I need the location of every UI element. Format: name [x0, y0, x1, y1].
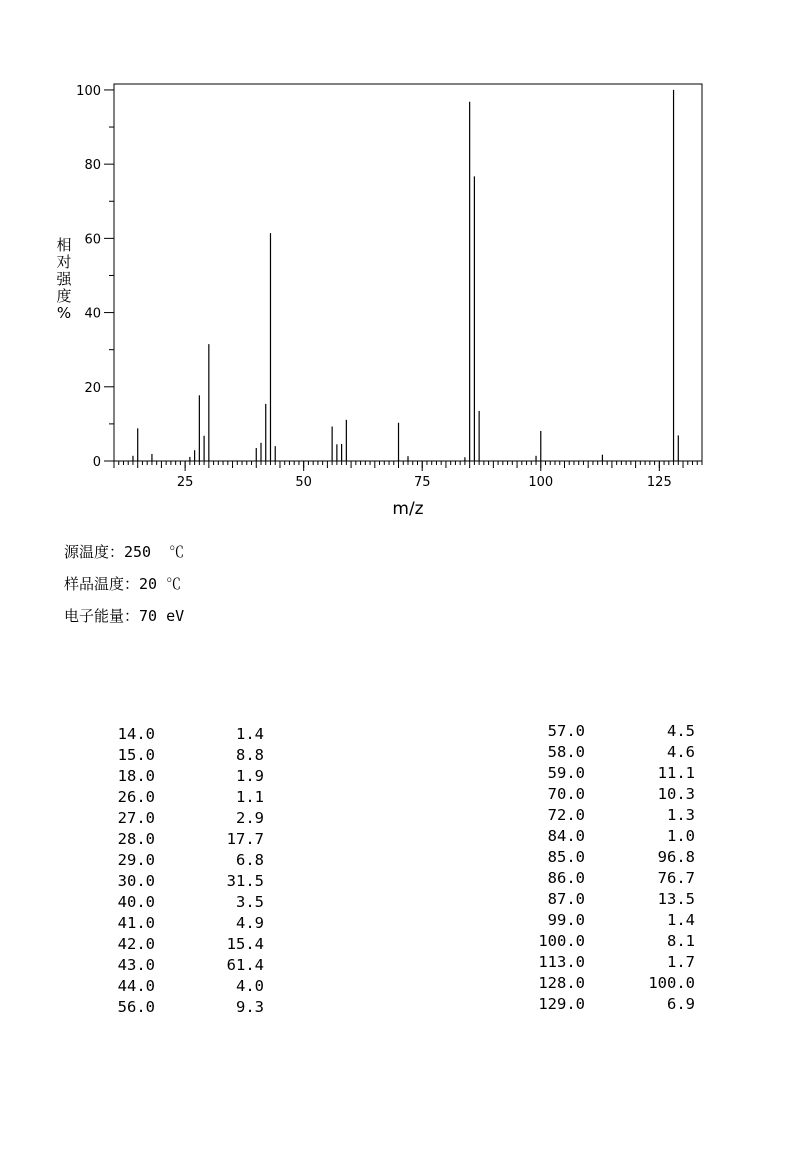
x-tick-label: 50 [295, 475, 312, 490]
intensity-value: 13.5 [657, 890, 695, 908]
mz-value: 87.0 [547, 890, 585, 908]
mz-value: 15.0 [117, 746, 155, 764]
intensity-value: 8.1 [667, 932, 695, 950]
intensity-value: 76.7 [657, 869, 695, 887]
intensity-value: 9.3 [236, 998, 264, 1016]
mz-value: 30.0 [117, 872, 155, 890]
y-axis-ticks [76, 84, 114, 470]
mz-value: 18.0 [117, 767, 155, 785]
mz-value: 57.0 [547, 722, 585, 740]
intensity-value: 4.9 [236, 914, 264, 932]
intensity-value: 4.0 [236, 977, 264, 995]
intensity-value: 1.1 [236, 788, 264, 806]
svg-text:相对强度%: 相对强度% [56, 236, 72, 322]
x-tick-label: 25 [176, 475, 194, 490]
intensity-value: 1.4 [667, 911, 695, 929]
mz-value: 56.0 [117, 998, 155, 1016]
mz-value: 100.0 [538, 932, 585, 950]
intensity-value: 100.0 [648, 974, 695, 992]
intensity-value: 2.9 [236, 809, 264, 827]
x-minor-ticks [114, 461, 702, 468]
x-tick-label: 75 [413, 475, 431, 490]
intensity-value: 15.4 [226, 935, 264, 953]
y-tick-label: 100 [76, 83, 101, 99]
intensity-value: 1.7 [667, 953, 695, 971]
mz-value: 99.0 [547, 911, 585, 929]
intensity-value: 3.5 [236, 893, 264, 911]
intensity-value: 1.9 [236, 767, 264, 785]
intensity-value: 17.7 [226, 830, 264, 848]
x-tick-label: 100 [528, 475, 554, 490]
peak-bars [133, 90, 678, 461]
mz-value: 29.0 [117, 851, 155, 869]
x-axis-ticks [177, 461, 672, 490]
intensity-value: 1.3 [667, 806, 695, 824]
mz-value: 72.0 [547, 806, 585, 824]
plot-frame [114, 84, 702, 461]
mz-value: 70.0 [547, 785, 585, 803]
intensity-value: 96.8 [657, 848, 695, 866]
intensity-value: 61.4 [226, 956, 264, 974]
mz-value: 84.0 [547, 827, 585, 845]
mz-value: 42.0 [117, 935, 155, 953]
source-temperature: 源温度：250 ℃ [64, 543, 185, 561]
intensity-value: 6.9 [667, 995, 695, 1013]
x-axis-label: m/z [392, 499, 424, 519]
intensity-value: 31.5 [226, 872, 264, 890]
intensity-value: 11.1 [657, 764, 695, 782]
y-tick-label: 60 [84, 232, 101, 248]
mz-value: 58.0 [547, 743, 585, 761]
mz-value: 41.0 [117, 914, 155, 932]
mz-value: 43.0 [117, 956, 155, 974]
intensity-value: 8.8 [236, 746, 264, 764]
mz-value: 40.0 [117, 893, 155, 911]
intensity-value: 10.3 [657, 785, 695, 803]
y-tick-label: 40 [84, 306, 101, 322]
y-tick-label: 80 [84, 158, 101, 174]
y-tick-label: 20 [84, 380, 101, 396]
mz-value: 128.0 [538, 974, 585, 992]
mz-value: 14.0 [117, 725, 155, 743]
sample-temperature: 样品温度：20 ℃ [64, 575, 182, 593]
mz-value: 113.0 [538, 953, 585, 971]
intensity-value: 4.6 [667, 743, 695, 761]
mz-value: 59.0 [547, 764, 585, 782]
mz-value: 129.0 [538, 995, 585, 1013]
mz-value: 86.0 [547, 869, 585, 887]
intensity-value: 6.8 [236, 851, 264, 869]
intensity-value: 1.4 [236, 725, 264, 743]
intensity-value: 4.5 [667, 722, 695, 740]
electron-energy: 电子能量：70 eV [64, 607, 185, 625]
y-axis-label [56, 236, 72, 322]
mz-value: 27.0 [117, 809, 155, 827]
mass-spectrum-chart [0, 0, 794, 530]
y-tick-label: 0 [92, 455, 101, 470]
intensity-value: 1.0 [667, 827, 695, 845]
mz-value: 28.0 [117, 830, 155, 848]
x-tick-label: 125 [646, 475, 672, 490]
mz-value: 85.0 [547, 848, 585, 866]
mz-value: 26.0 [117, 788, 155, 806]
mz-value: 44.0 [117, 977, 155, 995]
